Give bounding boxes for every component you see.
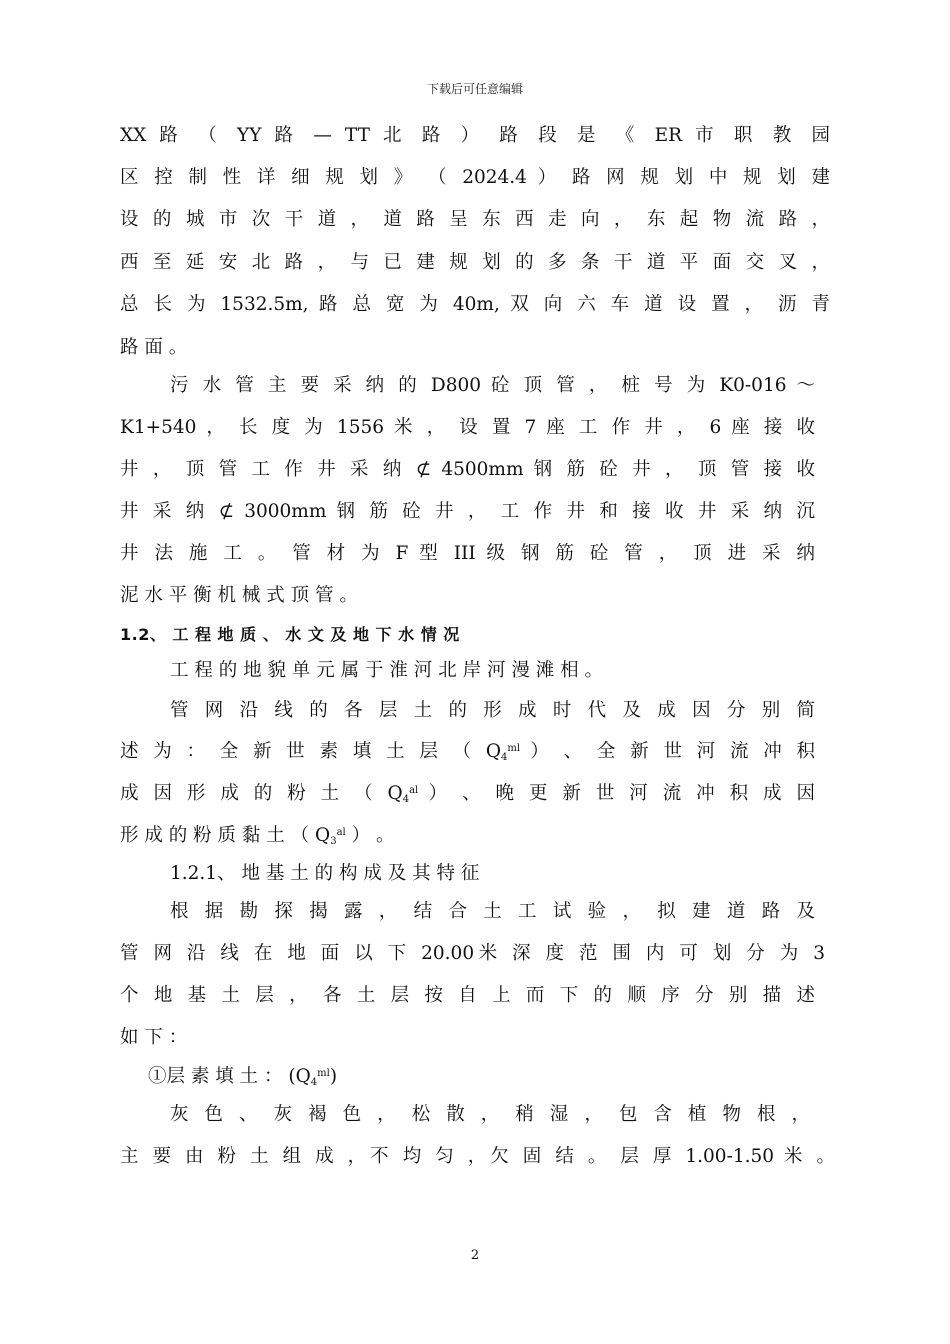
- layer-heading: ①层 素 填 土 ： $(Q_4^{ml})$: [148, 1066, 338, 1088]
- body-line: 路 面 。: [120, 337, 188, 358]
- body-line: 成 因 形 成 的 粉 土 （ $Q_4^{al}$ ） 、 晚 更 新 世 河 流 冲 积 成 因: [120, 783, 815, 805]
- body-line: 西 至 延 安 北 路 ， 与 已 建 规 划 的 多 条 干 道 平 面 交 叉 ，: [120, 252, 830, 273]
- body-line: 工 程 的 地 貌 单 元 属 于 淮 河 北 岸 河 漫 滩 相 。: [170, 660, 603, 681]
- body-line: 污 水 管 主 要 采 纳 的 D800 砼 顶 管 ， 桩 号 为 K0-016 ～: [170, 375, 815, 396]
- body-line: 井 采 纳 ⊄ 3000mm 钢 筋 砼 井 ， 工 作 井 和 接 收 井 采 纳 沉: [120, 501, 815, 522]
- body-line: K1+540 ， 长 度 为 1556 米 ， 设 置 7 座 工 作 井 ， 6 座 接 收: [120, 417, 815, 438]
- body-line: 灰 色 、 灰 褐 色 ， 松 散 ， 稍 湿 ， 包 含 植 物 根 ，: [170, 1104, 810, 1125]
- body-line: 井 ， 顶 管 工 作 井 采 纳 ⊄ 4500mm 钢 筋 砼 井 ， 顶 管 接 收: [120, 459, 815, 480]
- body-line: 区 控 制 性 详 细 规 划 》 （ 2024.4 ） 路 网 规 划 中 规 划 建: [120, 167, 830, 188]
- section-heading: 1.2、 工 程 地 质 、 水 文 及 地 下 水 情 况: [120, 625, 460, 644]
- body-line: 述 为 ： 全 新 世 素 填 土 层 （ $Q_4^{ml}$ ） 、 全 新 世 河 流 冲 积: [120, 741, 815, 763]
- page-number: 2: [470, 1248, 480, 1263]
- page-header: 下载后可任意编辑: [426, 82, 523, 96]
- body-line: 管 网 沿 线 在 地 面 以 下 20.00米 深 度 范 围 内 可 划 分 为 3: [120, 943, 825, 964]
- body-line: 泥 水 平 衡 机 械 式 顶 管 。: [120, 585, 358, 606]
- body-line: 形 成 的 粉 质 黏 土 （ $Q_3^{al}$ ） 。: [120, 825, 395, 847]
- body-line: 主 要 由 粉 土 组 成 ，不 均 匀 ，欠 固 结 。 层 厚 1.00-1.50 米 。: [120, 1146, 835, 1167]
- body-line: 井 法 施 工 。 管 材 为 F 型 III 级 钢 筋 砼 管 ， 顶 进 采 纳: [120, 543, 815, 564]
- body-line: 总 长 为 1532.5m, 路 总 宽 为 40m, 双 向 六 车 道 设 置 ， 沥 青: [120, 294, 830, 315]
- body-line: XX 路 （ YY 路 — TT 北 路 ） 路 段 是 《 ER 市 职 教 园: [120, 125, 830, 146]
- body-line: 根 据 勘 探 揭 露 ， 结 合 土 工 试 验 ， 拟 建 道 路 及: [170, 901, 815, 922]
- body-line: 如 下 ：: [120, 1027, 188, 1048]
- body-line: 设 的 城 市 次 干 道 ， 道 路 呈 东 西 走 向 ， 东 起 物 流 路 ，: [120, 209, 830, 230]
- body-line: 个 地 基 土 层 ， 各 土 层 按 自 上 而 下 的 顺 序 分 别 描 述: [120, 985, 815, 1006]
- body-line: 管 网 沿 线 的 各 层 土 的 形 成 时 代 及 成 因 分 别 简: [170, 700, 815, 721]
- subsection-heading: 1.2.1、 地 基 土 的 构 成 及 其 特 征: [170, 863, 480, 884]
